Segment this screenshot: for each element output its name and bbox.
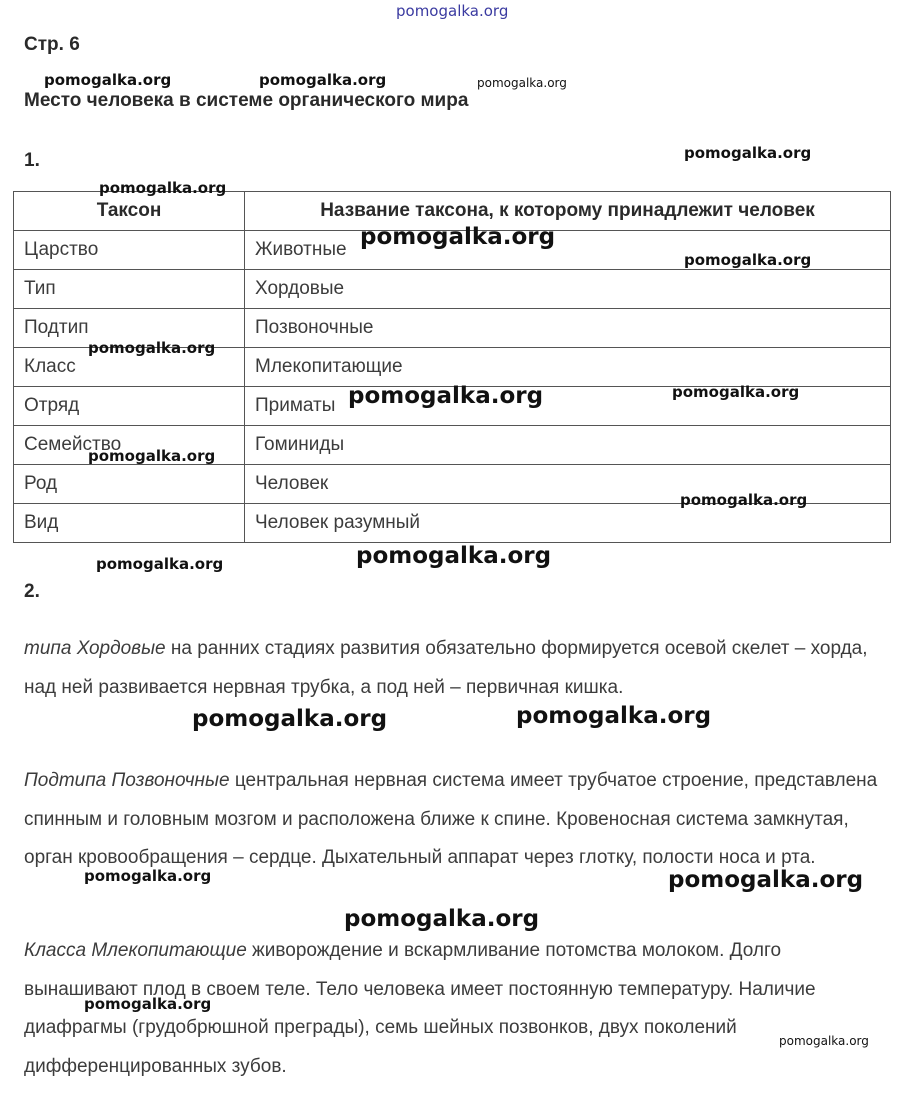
watermark: pomogalka.org <box>360 224 556 250</box>
watermark: pomogalka.org <box>344 906 540 932</box>
paragraph-text: центральная нервная система имеет трубчатое строение, представлена спинным и головным мозгом и расположена ближе к спине. Кровеносная система замкнутая, орган кровообращения – сердце. Дыхательный аппарат через глотку, полости носа и рта. <box>24 770 878 868</box>
col-header-taxon: Таксон <box>14 192 245 231</box>
taxon-cell: Семейство <box>14 426 245 465</box>
paragraph-vertebrates <box>24 762 884 878</box>
page-title: Место человека в системе органического мира <box>24 90 469 111</box>
name-cell: Хордовые <box>245 270 891 309</box>
watermark: pomogalka.org <box>684 251 812 269</box>
watermark: pomogalka.org <box>779 1034 869 1048</box>
watermark: pomogalka.org <box>88 339 216 357</box>
name-cell: Человек разумный <box>245 504 891 543</box>
name-cell: Позвоночные <box>245 309 891 348</box>
watermark: pomogalka.org <box>680 491 808 509</box>
watermark: pomogalka.org <box>356 543 552 569</box>
watermark: pomogalka.org <box>259 71 387 89</box>
taxon-cell: Тип <box>14 270 245 309</box>
paragraph-lead: Подтипа Позвоночные <box>24 770 230 791</box>
table-row <box>14 270 891 309</box>
watermark: pomogalka.org <box>44 71 172 89</box>
paragraph-lead: типа Хордовые <box>24 638 166 659</box>
taxon-cell: Род <box>14 465 245 504</box>
name-cell: Приматы <box>245 387 891 426</box>
watermark: pomogalka.org <box>84 995 212 1013</box>
watermark: pomogalka.org <box>672 383 800 401</box>
taxon-cell: Царство <box>14 231 245 270</box>
taxon-cell: Подтип <box>14 309 245 348</box>
watermark: pomogalka.org <box>96 555 224 573</box>
task1-number: 1. <box>24 150 40 171</box>
watermark: pomogalka.org <box>684 144 812 162</box>
watermark: pomogalka.org <box>516 703 712 729</box>
name-cell: Человек <box>245 465 891 504</box>
task2-number: 2. <box>24 581 40 602</box>
watermark: pomogalka.org <box>99 179 227 197</box>
paragraph-chordates <box>24 630 884 707</box>
watermark: pomogalka.org <box>668 867 864 893</box>
name-cell: Млекопитающие <box>245 348 891 387</box>
paragraph-lead: Класса Млекопитающие <box>24 940 247 961</box>
name-cell: Гоминиды <box>245 426 891 465</box>
table-row <box>14 504 891 543</box>
taxon-cell: Отряд <box>14 387 245 426</box>
paragraph-text: живорождение и вскармливание потомства молоком. Долго вынашивают плод в своем теле. Тело человека имеет постоянную температуру. Наличие диафрагмы (грудобрюшной преграды), семь шейных позвонков, двух поколений дифференцированных зубов. <box>24 940 816 1077</box>
taxon-cell: Вид <box>14 504 245 543</box>
page-label: Стр. 6 <box>24 34 80 55</box>
watermark: pomogalka.org <box>84 867 212 885</box>
taxon-cell: Класс <box>14 348 245 387</box>
paragraph-text: на ранних стадиях развития обязательно формируется осевой скелет – хорда, над ней развивается нервная трубка, а под ней – первичная кишка. <box>24 638 868 698</box>
header-watermark: pomogalka.org <box>396 2 509 20</box>
name-cell: Животные <box>245 231 891 270</box>
watermark: pomogalka.org <box>477 76 567 90</box>
watermark: pomogalka.org <box>348 383 544 409</box>
watermark: pomogalka.org <box>192 706 388 732</box>
watermark: pomogalka.org <box>88 447 216 465</box>
col-header-name: Название таксона, к которому принадлежит человек <box>245 192 891 231</box>
